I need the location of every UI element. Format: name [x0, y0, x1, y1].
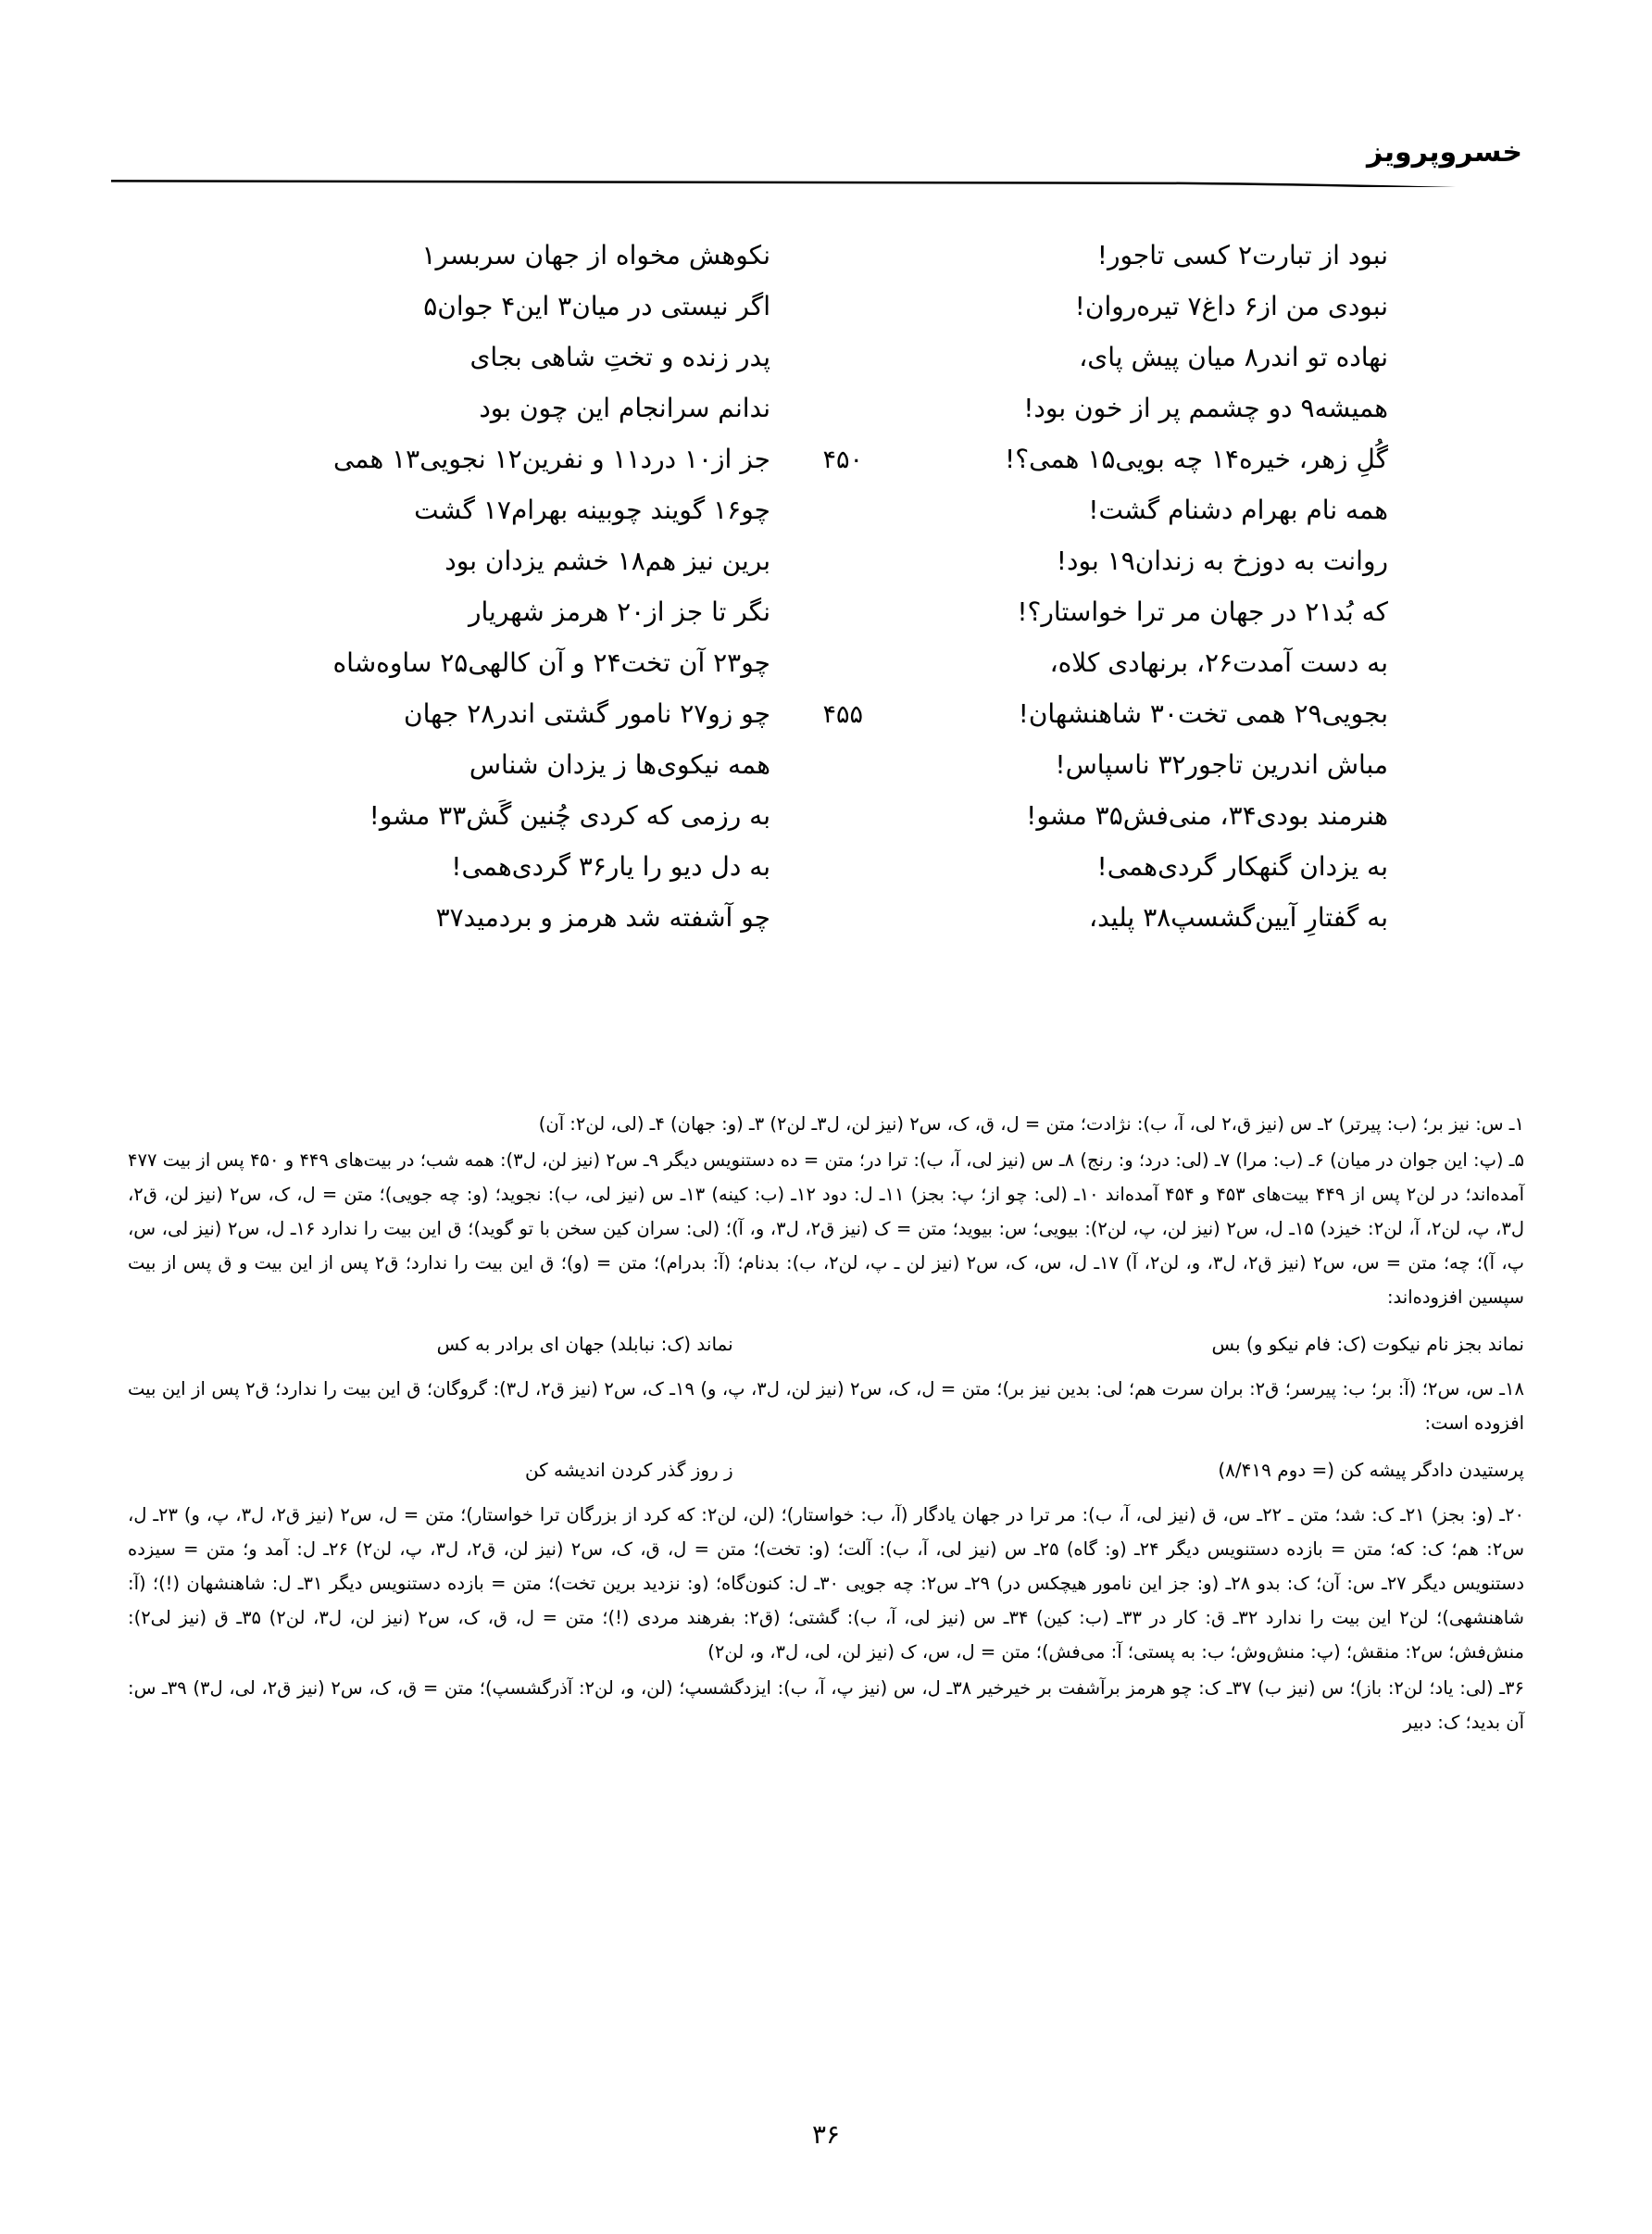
verse-row [236, 230, 1416, 281]
hemistich-right: جز از۱۰ درد۱۱ و نفرین۱۲ نجویی۱۳ همی [332, 444, 770, 474]
hemistich-left: نبود از تبارت۲ کسی تاجور! [1096, 240, 1388, 270]
inset-couplet [128, 1324, 1524, 1364]
verse-row [236, 688, 1416, 739]
verse-row [236, 433, 1416, 484]
hemistich-right: چو۱۶ گویند چوبینه بهرام۱۷ گشت [414, 495, 770, 525]
hemistich-right: همه نیکوی‌ها ز یزدان شناس [469, 749, 770, 780]
hemistich-left: نبودی من از۶ داغ۷ تیره‌روان! [1074, 291, 1388, 321]
hemistich-right: ندانم سرانجام این چون بود [479, 393, 770, 423]
hemistich-right: به دل دیو را یار۳۶ گردی‌همی! [451, 851, 770, 882]
hemistich-left: روانت به دوزخ به زندان۱۹ بود! [1056, 546, 1388, 576]
verse-number: ۴۵۵ [822, 700, 863, 729]
verse-row [236, 281, 1416, 332]
hemistich-right: نکوهش مخواه از جهان سربسر۱ [421, 240, 770, 270]
hemistich-left: مباش اندرین تاجور۳۲ ناسپاس! [1055, 749, 1388, 780]
verse-block [236, 230, 1416, 943]
inset-hemistich-right: نماند (ک: نبابلد) جهان ای برادر به کس [436, 1333, 733, 1355]
hemistich-left: همه نام بهرام دشنام گشت! [1088, 495, 1388, 525]
apparatus-paragraph: ۵ـ (پ: این جوان در میان) ۶ـ (ب: مرا) ۷ـ (لی: درد؛ و: رنج) ۸ـ س (نیز لی، آ، ب): ترا در؛ متن = ده دستنویس دیگر ۹ـ س۲ (نیز لن، ل۳): همه شب؛ در بیت‌های ۴۴۹ و ۴۵۰ پس از بیت ۴۷۷ آمده‌اند؛ در لن۲ پس از ۴۴۹ بیت‌های ۴۵۳ و ۴۵۴ آمده‌اند ۱۰ـ (لی: چو از؛ پ: بجز) ۱۱ـ ل: دود ۱۲ـ (ب: کینه) ۱۳ـ س (نیز لی، ب): نجوید؛ (و: چه جویی)؛ متن = ل، ک، س۲ (نیز لن، ق۲، ل۳، پ، لن۲، آ، لن۲: خیزد) ۱۵ـ ل، س۲ (نیز لن، پ، لن۲): بیویی؛ س: بیوید؛ متن = ک (نیز ق۲، ل۳، و، آ)؛ (لی: سران کین سخن با تو گوید)؛ ق این بیت را ندارد ۱۶ـ ل، س۲ (نیز لی، س، پ، آ)؛ چه؛ متن = س، س۲ (نیز ق۲، ل۳، و، لن۲، آ) ۱۷ـ ل، س، ک، س۲ (نیز لن ـ پ، لن۲، ب): بدنام؛ (آ: بدرام)؛ متن = (و)؛ ق این بیت را ندارد؛ ق۲ پس از این بیت و ق پس از بیت سپسین افزوده‌اند: [128, 1149, 1525, 1308]
verse-row [236, 535, 1416, 586]
hemistich-left: هنرمند بودی۳۴، منی‌فش۳۵ مشو! [1026, 800, 1388, 831]
critical-apparatus [128, 1107, 1524, 1741]
inset-couplet [128, 1450, 1524, 1490]
page-header [111, 136, 1541, 204]
hemistich-right: برین نیز هم۱۸ خشم یزدان بود [444, 546, 770, 576]
hemistich-left: به گفتارِ آیین‌گشسپ۳۸ پلید، [1089, 902, 1388, 933]
hemistich-left: که بُد۲۱ در جهان مر ترا خواستار؟! [1017, 596, 1388, 627]
verse-row [236, 892, 1416, 943]
hemistich-left: نهاده تو اندر۸ میان پیش پای، [1079, 342, 1388, 372]
apparatus-paragraph: ۳۶ـ (لی: یاد؛ لن۲: باز)؛ س (نیز ب) ۳۷ـ ک: چو هرمز برآشفت بر خیرخیر ۳۸ـ ل، س (نیز پ، آ، ب): ایزدگشسپ؛ (لن، و، لن۲: آذرگشسپ)؛ متن = ق، ک، س۲ (نیز ق۲، لی، ل۳) ۳۹ـ س: آن بدید؛ ک: دبیر [128, 1677, 1524, 1733]
hemistich-right: پدر زنده و تختِ شاهی بجای [469, 342, 770, 372]
verse-number: ۴۵۰ [822, 446, 863, 474]
hemistich-left: بجویی۲۹ همی تخت۳۰ شاهنشهان! [1018, 698, 1388, 729]
hemistich-right: چو زو۲۷ نامور گشتی اندر۲۸ جهان [404, 698, 770, 729]
inset-hemistich-right: ز روز گذر کردن اندیشه کن [524, 1459, 733, 1481]
inset-hemistich-left: نماند بجز نام نیکوت (ک: فام نیکو و) بس [1211, 1333, 1524, 1355]
verse-row [236, 739, 1416, 790]
hemistich-right: به رزمی که کردی چُنین گَش۳۳ مشو! [369, 800, 770, 831]
page-number: ۳۶ [811, 2119, 841, 2150]
verse-row [236, 484, 1416, 535]
inset-hemistich-left: پرستیدن دادگر پیشه کن (= دوم ۸/۴۱۹) [1218, 1459, 1524, 1481]
hemistich-right: چو۲۳ آن تخت۲۴ و آن کالهی۲۵ ساوه‌شاه [332, 647, 770, 678]
verse-row [236, 332, 1416, 383]
running-head-title: خسروپرویز [1367, 136, 1522, 169]
hemistich-right: چو آشفته شد هرمز و بردمید۳۷ [435, 902, 770, 933]
hemistich-right: اگر نیستی در میان۳ این۴ جوان۵ [423, 291, 770, 321]
verse-row [236, 637, 1416, 688]
hemistich-left: گُلِ زهر، خیره۱۴ چه بویی۱۵ همی؟! [1005, 444, 1388, 474]
apparatus-paragraph: ۱ـ س: نیز بر؛ (ب: پیرتر) ۲ـ س (نیز ق،۲ لی، آ، ب): نژادت؛ متن = ل، ق، ک، س۲ (نیز لن، ل۳ـ لن۲) ۳ـ (و: جهان) ۴ـ (لی، لن۲: آن) [538, 1113, 1524, 1135]
apparatus-paragraph: ۱۸ـ س، س۲؛ (آ: بر؛ ب: پیرسر؛ ق۲: بران سرت هم؛ لی: بدین نیز بر)؛ متن = ل، ک، س۲ (نیز لن، ل۳، پ، و) ۱۹ـ ک، س۲ (نیز ق۲، ل۳): گروگان؛ ق این بیت را ندارد؛ ق۲ پس از این بیت افزوده است: [128, 1378, 1524, 1434]
verse-row [236, 383, 1416, 433]
verse-row [236, 790, 1416, 841]
hemistich-left: همیشه۹ دو چشمم پر از خون بود! [1023, 393, 1388, 423]
hemistich-left: به دست آمدت۲۶، برنهادی کلاه، [1049, 647, 1388, 678]
hemistich-right: نگر تا جز از۲۰ هرمز شهریار [469, 596, 770, 627]
apparatus-paragraph: ۲۰ـ (و: بجز) ۲۱ـ ک: شد؛ متن ـ ۲۲ـ س، ق (نیز لی، آ، ب): مر ترا در جهان یادگار (آ، ب: خواستار)؛ (لن، لن۲: که کرد از بزرگان ترا خواستار)؛ متن = ل، س۲ (نیز ق۲، ل۳، پ، و) ۲۳ـ ل، س۲: هم؛ ک: که؛ متن = بازده دستنویس دیگر ۲۴ـ (و: گاه) ۲۵ـ س (نیز لی، آ، ب): آلت؛ (و: تخت)؛ متن = ل، ق، ک، س۲ (نیز لن، ق۲، ل۳، پ، لن۲) ۲۶ـ ل: آمد و؛ متن = سیزده دستنویس دیگر ۲۷ـ س: آن؛ ک: بدو ۲۸ـ (و: جز این نامور هیچکس در) ۲۹ـ س۲: چه جویی ۳۰ـ ل: کنون‌گاه؛ (و: نزدید برین تخت)؛ متن = بازده دستنویس دیگر ۳۱ـ ل: شاهنشهان (!)؛ (آ: شاهنشهی)؛ لن۲ این بیت را ندارد ۳۲ـ ق: کار در ۳۳ـ (ب: کین) ۳۴ـ س (نیز لی، آ، ب): گشتی؛ (ق۲: بفرهند مردی (!)؛ متن = ل، ق، ک، س۲ (نیز لن، ل۳، لن۲) ۳۵ـ ق (نیز لی۲): منش‌فش؛ س۲: منقش؛ (پ: منش‌وش؛ ب: به پستی؛ آ: می‌فش)؛ متن = ل، س، ک (نیز لن، لی، ل۳، و، لن۲) [128, 1504, 1525, 1663]
hemistich-left: به یزدان گنهکار گردی‌همی! [1096, 851, 1388, 882]
header-rule [111, 178, 1541, 187]
verse-row [236, 841, 1416, 892]
verse-row [236, 586, 1416, 637]
